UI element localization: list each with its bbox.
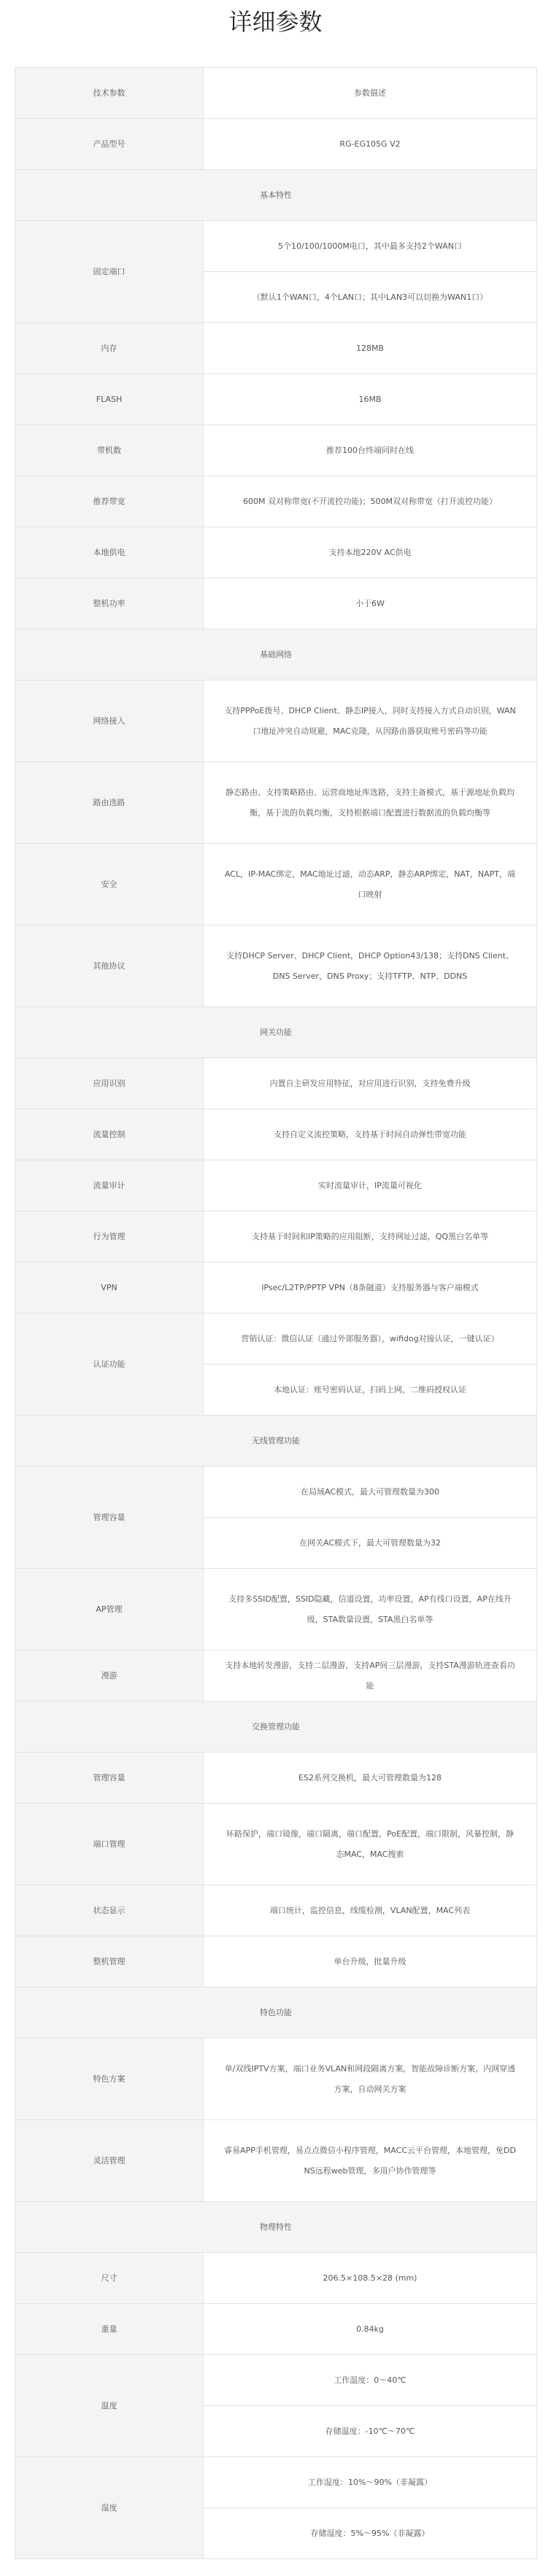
- table-row: [15, 2253, 537, 2304]
- spec-key: 湿度: [15, 2457, 204, 2559]
- spec-value: 支持DHCP Server、DHCP Client，DHCP Option43/138；支持DNS Client、DNS Server、DNS Proxy；支持TFTP、NTP、DDNS: [204, 926, 537, 1007]
- table-row: [15, 527, 537, 578]
- spec-key: 重量: [15, 2304, 204, 2355]
- table-row: [15, 1753, 537, 1804]
- spec-value: 存储湿度：5%～95%（非凝露）: [204, 2508, 537, 2559]
- spec-value: 206.5×108.5×28 (mm): [204, 2253, 537, 2304]
- table-row: [15, 926, 537, 1007]
- spec-key: AP管理: [15, 1569, 204, 1650]
- spec-value: 支持基于时间和IP策略的应用阻断，支持网址过滤，QQ黑白名单等: [204, 1211, 537, 1262]
- section-label: 特色功能: [15, 1987, 537, 2038]
- table-row: [15, 1314, 537, 1365]
- spec-value: （默认1个WAN口，4个LAN口；其中LAN3可以切换为WAN1口）: [204, 272, 537, 323]
- section-label: 物理特性: [15, 2202, 537, 2253]
- spec-key: 其他协议: [15, 926, 204, 1007]
- section-row: [15, 2202, 537, 2253]
- spec-value: 单/双线IPTV方案，端口业务VLAN和网段隔离方案，智能故障诊断方案，内网穿透方案，自动网关方案: [204, 2038, 537, 2120]
- table-row: [15, 1262, 537, 1314]
- spec-value: 营销认证：微信认证（通过外部服务器），wifidog对接认证，一键认证）: [204, 1314, 537, 1365]
- spec-key: 特色方案: [15, 2038, 204, 2120]
- spec-key: FLASH: [15, 374, 204, 425]
- spec-key: VPN: [15, 1262, 204, 1314]
- spec-key: 行为管理: [15, 1211, 204, 1262]
- spec-key: 产品型号: [15, 119, 204, 170]
- table-row: [15, 2355, 537, 2406]
- section-row: [15, 1007, 537, 1058]
- section-label: 无线管理功能: [15, 1416, 537, 1467]
- table-row: [15, 762, 537, 844]
- table-row: [15, 425, 537, 476]
- spec-value: 支持多SSID配置，SSID隐藏，信道设置，功率设置，AP有线口设置，AP在线升级，STA数量设置，STA黑白名单等: [204, 1569, 537, 1650]
- spec-key: 路由选路: [15, 762, 204, 844]
- spec-key: 应用识别: [15, 1058, 204, 1109]
- spec-key: 内存: [15, 323, 204, 374]
- table-row: [15, 1885, 537, 1936]
- spec-key: 整机功率: [15, 578, 204, 629]
- table-row: [15, 221, 537, 272]
- spec-value: ACL，IP-MAC绑定，MAC地址过滤，动态ARP，静态ARP绑定，NAT，NAPT，端口映射: [204, 844, 537, 926]
- spec-key: 流量审计: [15, 1160, 204, 1211]
- spec-value: 内置自主研发应用特征，对应用进行识别，支持免费升级: [204, 1058, 537, 1109]
- spec-key: 端口管理: [15, 1804, 204, 1885]
- spec-key: 技术参数: [15, 68, 204, 119]
- spec-key: 尺寸: [15, 2253, 204, 2304]
- table-row: [15, 2457, 537, 2508]
- section-label: 交换管理功能: [15, 1702, 537, 1753]
- section-row: [15, 1416, 537, 1467]
- spec-key: 固定端口: [15, 221, 204, 323]
- spec-value: 实时流量审计，IP流量可视化: [204, 1160, 537, 1211]
- section-row: [15, 629, 537, 680]
- spec-key: 安全: [15, 844, 204, 926]
- spec-value: 128MB: [204, 323, 537, 374]
- table-row: [15, 2038, 537, 2120]
- spec-key: 整机管理: [15, 1936, 204, 1987]
- spec-value: 支持PPPoE拨号、DHCP Client、静态IP接入，同时支持接入方式自动识别，WAN口地址冲突自动规避，MAC克隆，从因路由器获取账号密码等功能: [204, 680, 537, 762]
- spec-value: 工作湿度：10%～90%（非凝露）: [204, 2457, 537, 2508]
- section-row: [15, 1702, 537, 1753]
- spec-value: 静态路由、支持策略路由、运营商地址库选路，支持主备模式，基于源地址负载均衡，基于流的负载均衡，支持根据端口配置进行数据流的负载均衡等: [204, 762, 537, 844]
- spec-key: 温度: [15, 2355, 204, 2457]
- spec-key: 灵活管理: [15, 2120, 204, 2202]
- table-row: [15, 1804, 537, 1885]
- spec-value: 在网关AC模式下，最大可管理数量为32: [204, 1518, 537, 1569]
- table-row: [15, 1569, 537, 1650]
- spec-value: 在局域AC模式，最大可管理数量为300: [204, 1467, 537, 1518]
- spec-value: ES2系列交换机，最大可管理数量为128: [204, 1753, 537, 1804]
- table-row: [15, 844, 537, 926]
- spec-value: 推荐100台终端同时在线: [204, 425, 537, 476]
- table-row: [15, 323, 537, 374]
- spec-value: 600M 双对称带宽(不开流控功能)；500M双对称带宽（打开流控功能）: [204, 476, 537, 527]
- spec-table: [15, 67, 537, 2559]
- spec-value: 存储温度：-10℃～70℃: [204, 2406, 537, 2457]
- spec-value: 工作温度：0～40℃: [204, 2355, 537, 2406]
- table-row: [15, 578, 537, 629]
- spec-value: 环路保护，端口镜像，端口隔离，端口配置，PoE配置，端口限制，风暴控制，静态MAC，MAC搜索: [204, 1804, 537, 1885]
- spec-key: 漫游: [15, 1650, 204, 1702]
- spec-key: 认证功能: [15, 1314, 204, 1416]
- spec-value: 16MB: [204, 374, 537, 425]
- section-label: 网关功能: [15, 1007, 537, 1058]
- spec-key: 本地供电: [15, 527, 204, 578]
- table-row: [15, 1109, 537, 1160]
- table-row: [15, 2120, 537, 2202]
- table-row: [15, 1211, 537, 1262]
- table-row: [15, 476, 537, 527]
- table-row: [15, 1936, 537, 1987]
- page-title: 详细参数: [228, 8, 323, 36]
- spec-value: 小于6W: [204, 578, 537, 629]
- spec-value: 5个10/100/1000M电口，其中最多支持2个WAN口: [204, 221, 537, 272]
- spec-value: 0.84kg: [204, 2304, 537, 2355]
- section-label: 基本特性: [15, 170, 537, 221]
- spec-key: 推荐带宽: [15, 476, 204, 527]
- table-row: [15, 68, 537, 119]
- table-row: [15, 2304, 537, 2355]
- spec-key: 状态显示: [15, 1885, 204, 1936]
- spec-value: RG-EG105G V2: [204, 119, 537, 170]
- spec-value: 支持本地220V AC供电: [204, 527, 537, 578]
- spec-key: 带机数: [15, 425, 204, 476]
- spec-value: 支持本地转发漫游，支持二层漫游，支持AP间三层漫游，支持STA漫游轨迹查看功能: [204, 1650, 537, 1702]
- table-row: [15, 119, 537, 170]
- section-row: [15, 170, 537, 221]
- section-label: 基础网络: [15, 629, 537, 680]
- spec-key: 网络接入: [15, 680, 204, 762]
- spec-value: 本地认证：账号密码认证，扫码上网，二维码授权认证: [204, 1365, 537, 1416]
- spec-value: 参数描述: [204, 68, 537, 119]
- spec-value: 单台升级，批量升级: [204, 1936, 537, 1987]
- spec-value: IPsec/L2TP/PPTP VPN（8条隧道）支持服务器与客户端模式: [204, 1262, 537, 1314]
- table-row: [15, 680, 537, 762]
- table-row: [15, 1650, 537, 1702]
- table-row: [15, 1160, 537, 1211]
- spec-key: 管理容量: [15, 1467, 204, 1569]
- spec-value: 支持自定义流控策略，支持基于时间自动弹性带宽功能: [204, 1109, 537, 1160]
- spec-key: 管理容量: [15, 1753, 204, 1804]
- section-row: [15, 1987, 537, 2038]
- table-row: [15, 1058, 537, 1109]
- spec-key: 流量控制: [15, 1109, 204, 1160]
- spec-value: 端口统计，监控信息，线缆检测，VLAN配置，MAC列表: [204, 1885, 537, 1936]
- spec-value: 睿易APP手机管理，易点点微信小程序管理，MACC云平台管理，本地管理，免DDNS远程web管理，多用户协作管理等: [204, 2120, 537, 2202]
- table-row: [15, 1467, 537, 1518]
- table-row: [15, 374, 537, 425]
